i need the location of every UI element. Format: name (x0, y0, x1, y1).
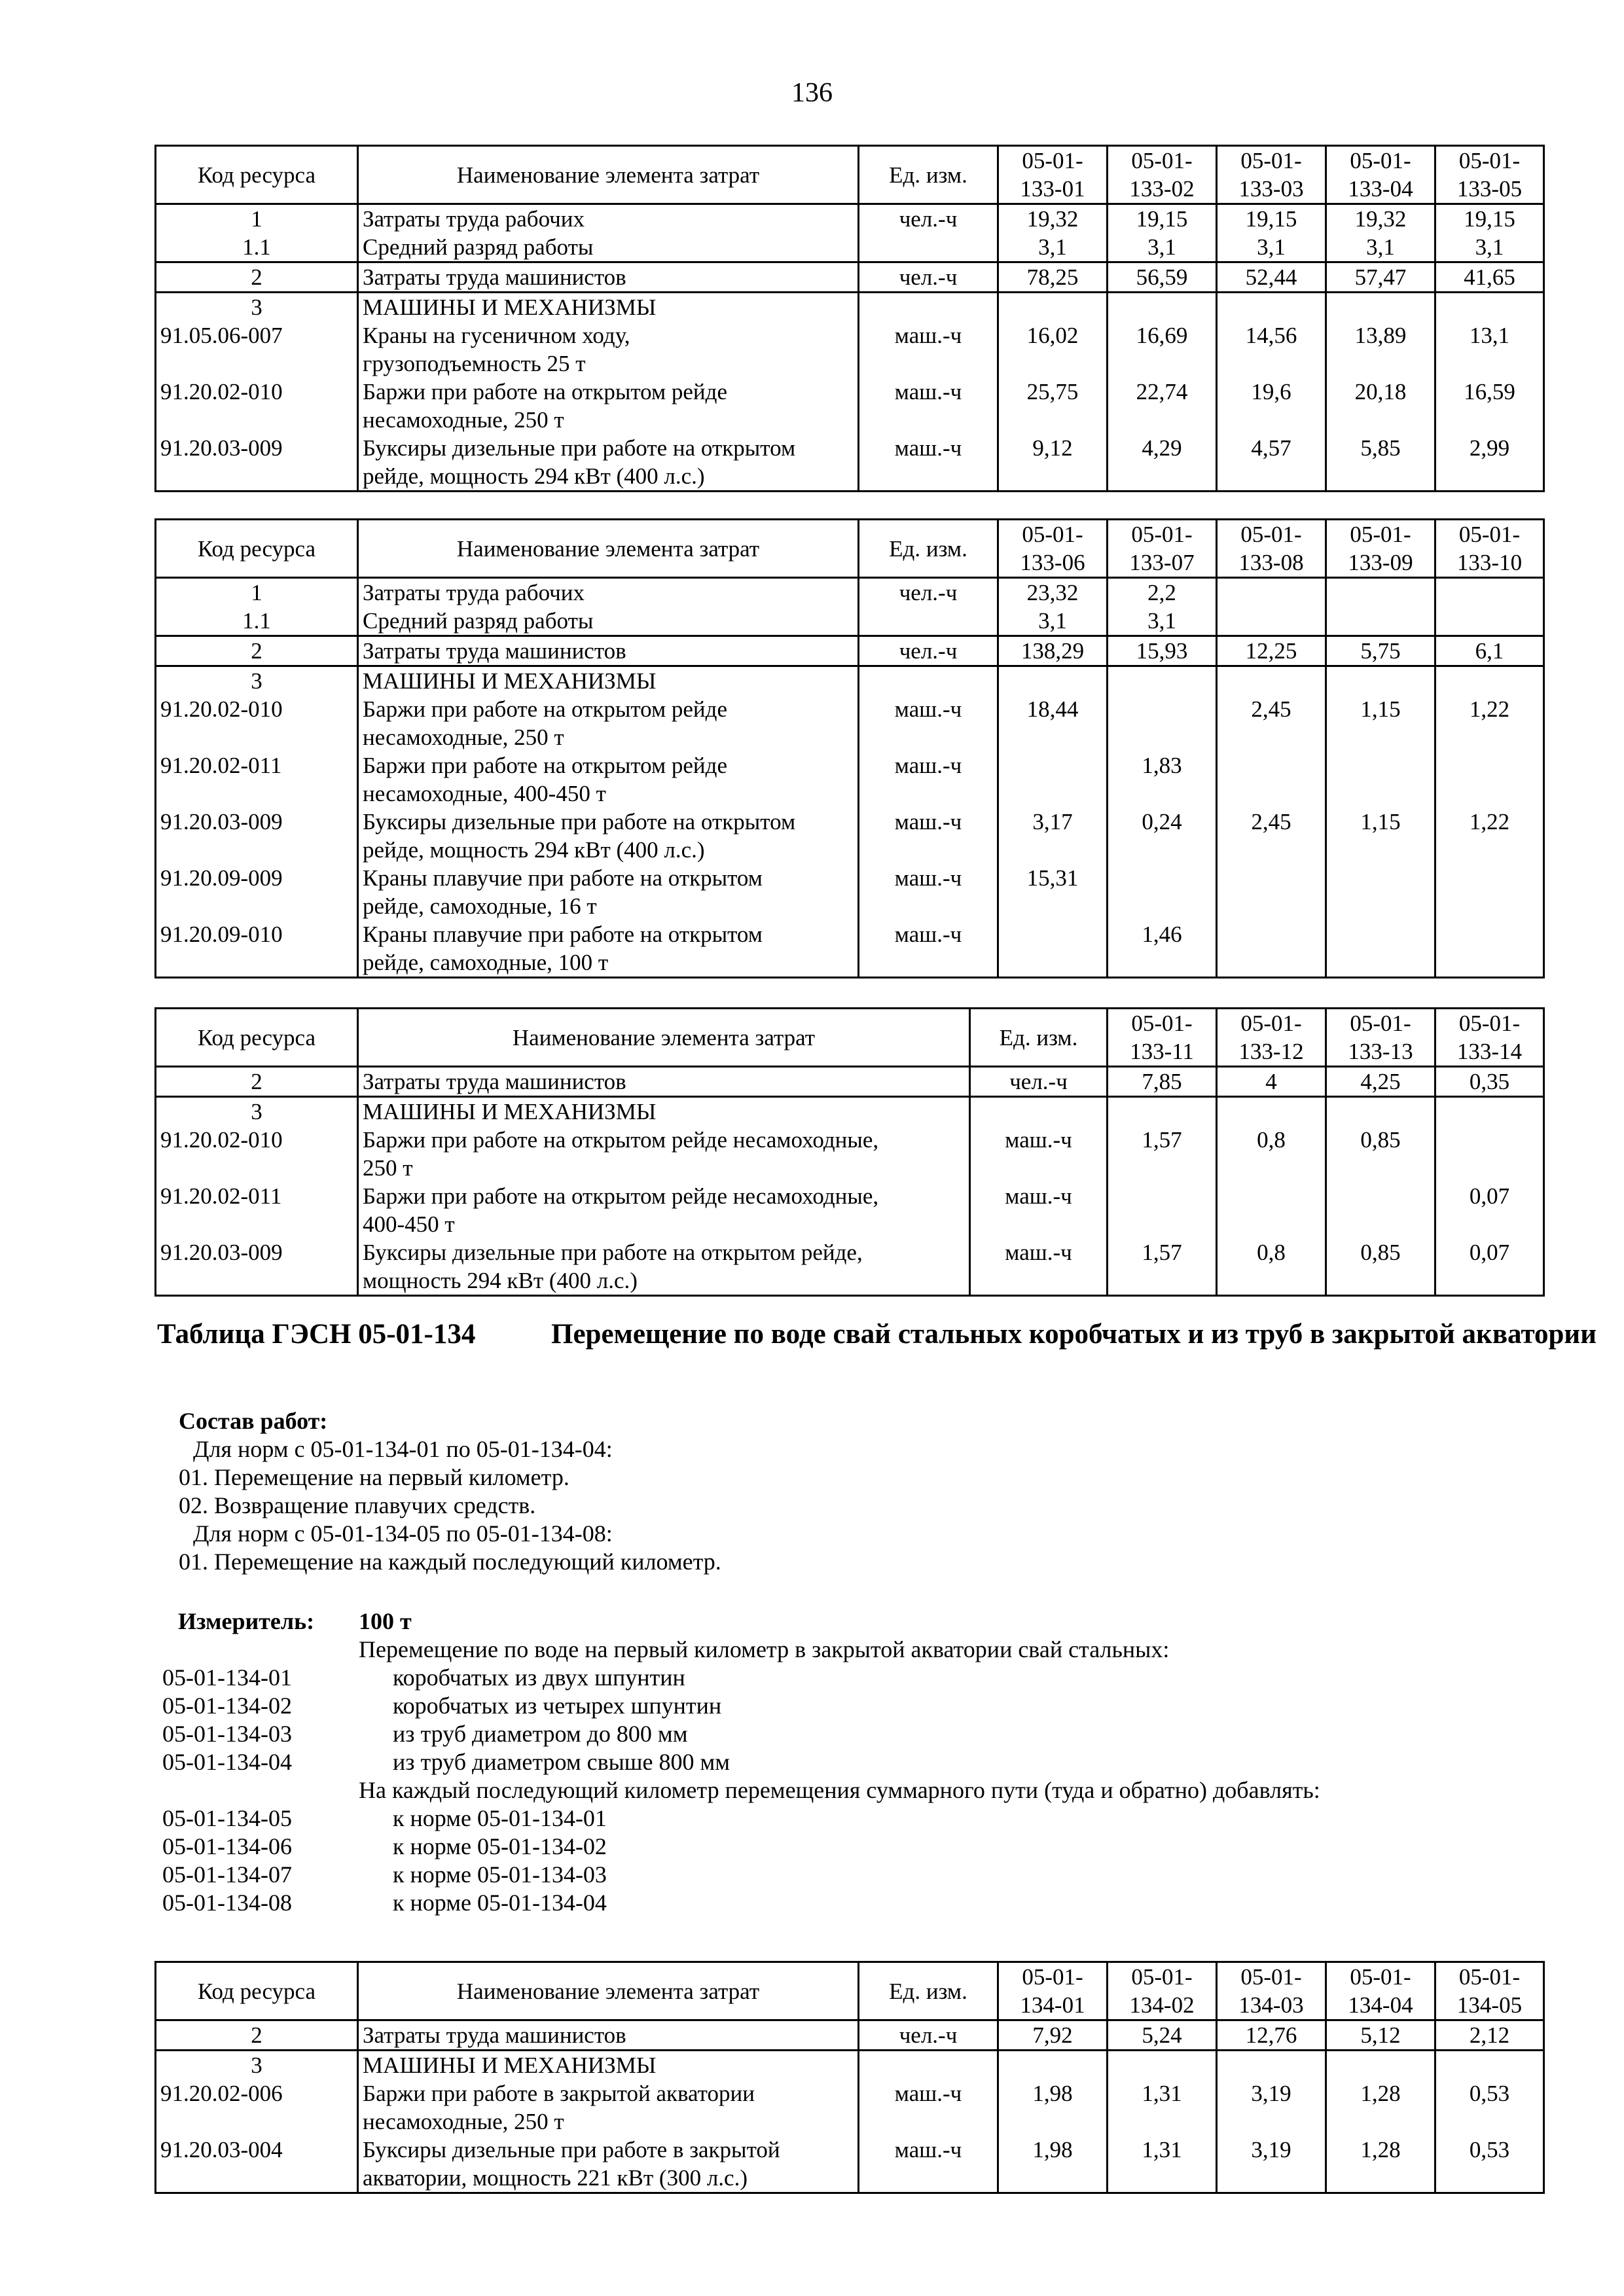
resource-code: 2 (156, 636, 358, 666)
value-cell: 12,76 (1217, 2020, 1326, 2051)
value-cell: 23,32 (998, 578, 1108, 607)
norm-code: 05-01-134-06 (162, 1833, 292, 1859)
measure-intro: На каждый последующий километр перемещения суммарного пути (туда и обратно) добавлять: (359, 1777, 1320, 1803)
value-cell: 19,32 (998, 204, 1108, 234)
value-cell (1108, 864, 1217, 920)
header-unit: Ед. изм. (859, 1962, 998, 2020)
resource-table-133-06-10 (154, 518, 1545, 978)
unit: чел.-ч (859, 204, 998, 234)
resource-code: 1.1 (156, 607, 358, 636)
norm-code: 05-01-134-04 (162, 1749, 292, 1775)
value-cell: 2,12 (1435, 2020, 1544, 2051)
table-name: Перемещение по воде свай стальных коробчатых и из труб в закрытой акватории (551, 1319, 1597, 1350)
cost-element-name: Краны плавучие при работе на открытом рейде, самоходные, 100 т (358, 920, 859, 978)
value-cell: 19,15 (1217, 204, 1326, 234)
section-heading: МАШИНЫ И МЕХАНИЗМЫ (358, 1097, 970, 1126)
header-code: Код ресурса (156, 1962, 358, 2020)
header-norm: 05-01- 134-03 (1217, 1962, 1326, 2020)
measure-intro: Перемещение по воде на первый километр в закрытой акватории свай стальных: (359, 1636, 1170, 1662)
composition-line: 02. Возвращение плавучих средств. (179, 1492, 536, 1518)
header-code: Код ресурса (156, 520, 358, 578)
value-cell: 138,29 (998, 636, 1108, 666)
norm-text: из труб диаметром свыше 800 мм (393, 1749, 731, 1775)
value-cell (1326, 578, 1435, 607)
value-cell: 0,24 (1108, 808, 1217, 864)
cost-element-name: Затраты труда машинистов (358, 2020, 859, 2051)
value-cell: 1,31 (1108, 2136, 1217, 2193)
value-cell: 4 (1217, 1067, 1326, 1097)
cost-element-name: Баржи при работе на открытом рейде несамоходные, 250 т (358, 1126, 970, 1182)
value-cell: 16,59 (1435, 378, 1544, 434)
list-item (154, 1804, 1562, 1833)
norm-text: из труб диаметром до 800 мм (393, 1721, 688, 1747)
norm-code: 05-01-134-01 (162, 1664, 292, 1691)
value-cell: 15,31 (998, 864, 1108, 920)
table-row (156, 636, 1544, 666)
resource-code: 91.20.03-009 (156, 808, 358, 864)
unit: маш.-ч (970, 1126, 1108, 1182)
header-code: Код ресурса (156, 146, 358, 204)
cost-element-name: Затраты труда рабочих (358, 578, 859, 607)
resource-code: 91.05.06-007 (156, 321, 358, 378)
header-norm: 05-01- 133-04 (1326, 146, 1435, 204)
resource-code: 91.20.09-010 (156, 920, 358, 978)
value-cell (1435, 751, 1544, 808)
resource-code: 91.20.03-009 (156, 1238, 358, 1296)
cost-element-name: Средний разряд работы (358, 233, 859, 262)
resource-code: 91.20.03-004 (156, 2136, 358, 2193)
table-row (156, 808, 1544, 864)
unit: маш.-ч (859, 434, 998, 492)
table-row (156, 1097, 1544, 1126)
unit: чел.-ч (859, 636, 998, 666)
value-cell: 13,1 (1435, 321, 1544, 378)
value-cell: 0,53 (1435, 2136, 1544, 2193)
value-cell: 78,25 (998, 262, 1108, 293)
unit: маш.-ч (859, 321, 998, 378)
table-row (156, 607, 1544, 636)
value-cell: 13,89 (1326, 321, 1435, 378)
value-cell (1108, 1182, 1217, 1238)
unit: чел.-ч (970, 1067, 1108, 1097)
value-cell: 1,28 (1326, 2079, 1435, 2136)
value-cell: 16,02 (998, 321, 1108, 378)
value-cell: 16,69 (1108, 321, 1217, 378)
cost-element-name: Средний разряд работы (358, 607, 859, 636)
unit: чел.-ч (859, 262, 998, 293)
value-cell: 3,19 (1217, 2136, 1326, 2193)
value-cell: 1,57 (1108, 1126, 1217, 1182)
value-cell (1217, 751, 1326, 808)
unit (859, 233, 998, 262)
value-cell: 5,24 (1108, 2020, 1217, 2051)
value-cell: 1,98 (998, 2079, 1108, 2136)
norm-code: 05-01-134-08 (162, 1890, 292, 1916)
value-cell: 57,47 (1326, 262, 1435, 293)
header-norm: 05-01- 133-09 (1326, 520, 1435, 578)
value-cell: 19,15 (1108, 204, 1217, 234)
value-cell: 3,1 (998, 607, 1108, 636)
value-cell (1217, 607, 1326, 636)
value-cell (1217, 920, 1326, 978)
unit: маш.-ч (859, 378, 998, 434)
value-cell: 3,1 (1108, 607, 1217, 636)
value-cell: 56,59 (1108, 262, 1217, 293)
value-cell: 19,32 (1326, 204, 1435, 234)
unit: маш.-ч (859, 695, 998, 751)
cost-element-name: Баржи при работе на открытом рейде несамоходные, 400-450 т (358, 751, 859, 808)
value-cell: 1,28 (1326, 2136, 1435, 2193)
cost-element-name: Буксиры дизельные при работе на открытом рейде, мощность 294 кВт (400 л.с.) (358, 1238, 970, 1296)
work-composition (179, 1407, 721, 1576)
value-cell: 1,57 (1108, 1238, 1217, 1296)
table-row (156, 2136, 1544, 2193)
value-cell: 1,31 (1108, 2079, 1217, 2136)
header-norm: 05-01- 133-06 (998, 520, 1108, 578)
cost-element-name: Затраты труда машинистов (358, 1067, 970, 1097)
value-cell: 22,74 (1108, 378, 1217, 434)
resource-code: 3 (156, 293, 358, 322)
header-unit: Ед. изм. (859, 520, 998, 578)
table-row (156, 293, 1544, 322)
value-cell: 1,22 (1435, 808, 1544, 864)
unit: чел.-ч (859, 578, 998, 607)
value-cell: 9,12 (998, 434, 1108, 492)
value-cell (1435, 1126, 1544, 1182)
header-norm: 05-01- 133-07 (1108, 520, 1217, 578)
header-name: Наименование элемента затрат (358, 146, 859, 204)
value-cell: 19,15 (1435, 204, 1544, 234)
norm-code: 05-01-134-03 (162, 1721, 292, 1747)
value-cell: 18,44 (998, 695, 1108, 751)
composition-line: Для норм с 05-01-134-01 по 05-01-134-04: (193, 1436, 613, 1462)
resource-code: 3 (156, 2051, 358, 2080)
value-cell (1326, 751, 1435, 808)
cost-element-name: Буксиры дизельные при работе на открытом рейде, мощность 294 кВт (400 л.с.) (358, 808, 859, 864)
resource-code: 1.1 (156, 233, 358, 262)
value-cell (1326, 607, 1435, 636)
cost-element-name: Краны на гусеничном ходу, грузоподъемность 25 т (358, 321, 859, 378)
value-cell: 1,22 (1435, 695, 1544, 751)
unit: маш.-ч (859, 864, 998, 920)
value-cell: 52,44 (1217, 262, 1326, 293)
value-cell (998, 920, 1108, 978)
value-cell: 3,1 (1217, 233, 1326, 262)
header-norm: 05-01- 133-01 (998, 146, 1108, 204)
header-norm: 05-01- 134-05 (1435, 1962, 1544, 2020)
value-cell: 7,92 (998, 2020, 1108, 2051)
cost-element-name: Баржи при работе на открытом рейде несамоходные, 400-450 т (358, 1182, 970, 1238)
value-cell: 3,1 (998, 233, 1108, 262)
value-cell: 20,18 (1326, 378, 1435, 434)
header-norm: 05-01- 133-12 (1217, 1009, 1326, 1067)
cost-element-name: Затраты труда машинистов (358, 636, 859, 666)
header-unit: Ед. изм. (859, 146, 998, 204)
value-cell: 1,83 (1108, 751, 1217, 808)
resource-code: 1 (156, 578, 358, 607)
table-row (156, 751, 1544, 808)
norm-text: коробчатых из четырех шпунтин (393, 1693, 722, 1719)
table-row (156, 204, 1544, 234)
value-cell: 0,8 (1217, 1238, 1326, 1296)
table-row (156, 864, 1544, 920)
resource-code: 91.20.02-006 (156, 2079, 358, 2136)
measure-value: 100 т (359, 1608, 412, 1634)
header-norm: 05-01- 134-02 (1108, 1962, 1217, 2020)
norm-code: 05-01-134-07 (162, 1861, 292, 1888)
norm-text: к норме 05-01-134-01 (393, 1805, 607, 1831)
value-cell: 1,15 (1326, 808, 1435, 864)
table-row (156, 2020, 1544, 2051)
norm-code: 05-01-134-02 (162, 1693, 292, 1719)
value-cell: 5,12 (1326, 2020, 1435, 2051)
header-norm: 05-01- 133-10 (1435, 520, 1544, 578)
table-row (156, 666, 1544, 696)
table-row (156, 920, 1544, 978)
resource-code: 2 (156, 262, 358, 293)
composition-line: 01. Перемещение на первый километр. (179, 1464, 569, 1490)
value-cell: 12,25 (1217, 636, 1326, 666)
header-norm: 05-01- 133-02 (1108, 146, 1217, 204)
table-row (156, 321, 1544, 378)
header-unit: Ед. изм. (970, 1009, 1108, 1067)
unit: маш.-ч (859, 2079, 998, 2136)
unit: маш.-ч (859, 751, 998, 808)
resource-code: 2 (156, 1067, 358, 1097)
value-cell (1326, 1182, 1435, 1238)
value-cell: 1,98 (998, 2136, 1108, 2193)
header-name: Наименование элемента затрат (358, 1009, 970, 1067)
resource-table-133-01-05 (154, 145, 1545, 492)
unit: маш.-ч (859, 920, 998, 978)
resource-code: 91.20.02-010 (156, 1126, 358, 1182)
norm-code: 05-01-134-05 (162, 1805, 292, 1831)
value-cell (998, 751, 1108, 808)
unit: чел.-ч (859, 2020, 998, 2051)
unit (859, 607, 998, 636)
table-row (156, 1238, 1544, 1296)
header-norm: 05-01- 134-04 (1326, 1962, 1435, 2020)
unit: маш.-ч (970, 1238, 1108, 1296)
header-name: Наименование элемента затрат (358, 1962, 859, 2020)
value-cell: 15,93 (1108, 636, 1217, 666)
unit: маш.-ч (859, 2136, 998, 2193)
resource-code: 2 (156, 2020, 358, 2051)
value-cell: 0,35 (1435, 1067, 1544, 1097)
value-cell (1435, 578, 1544, 607)
cost-element-name: Затраты труда машинистов (358, 262, 859, 293)
value-cell: 2,45 (1217, 695, 1326, 751)
unit: маш.-ч (970, 1182, 1108, 1238)
header-norm: 05-01- 133-13 (1326, 1009, 1435, 1067)
value-cell: 14,56 (1217, 321, 1326, 378)
list-item (154, 1889, 1562, 1917)
resource-code: 91.20.09-009 (156, 864, 358, 920)
resource-code: 3 (156, 1097, 358, 1126)
table-row (156, 434, 1544, 492)
value-cell: 5,85 (1326, 434, 1435, 492)
list-item (154, 1692, 1562, 1720)
value-cell: 0,53 (1435, 2079, 1544, 2136)
cost-element-name: Краны плавучие при работе на открытом рейде, самоходные, 16 т (358, 864, 859, 920)
value-cell: 2,99 (1435, 434, 1544, 492)
resource-code: 1 (156, 204, 358, 234)
composition-line: 01. Перемещение на каждый последующий километр. (179, 1549, 721, 1575)
resource-table-134-01-05 (154, 1961, 1545, 2194)
table-row (156, 2051, 1544, 2080)
value-cell (1326, 920, 1435, 978)
header-norm: 05-01- 133-11 (1108, 1009, 1217, 1067)
value-cell: 3,19 (1217, 2079, 1326, 2136)
list-item (154, 1720, 1562, 1748)
table-row (156, 578, 1544, 607)
header-norm: 05-01- 133-05 (1435, 146, 1544, 204)
resource-code: 91.20.02-010 (156, 378, 358, 434)
table-row (156, 233, 1544, 262)
header-norm: 05-01- 133-14 (1435, 1009, 1544, 1067)
cost-element-name: Баржи при работе на открытом рейде несамоходные, 250 т (358, 695, 859, 751)
value-cell (1435, 920, 1544, 978)
table-number: Таблица ГЭСН 05-01-134 (157, 1319, 476, 1350)
value-cell: 0,07 (1435, 1182, 1544, 1238)
list-item (154, 1833, 1562, 1861)
norm-text: коробчатых из двух шпунтин (393, 1664, 685, 1691)
measure-label: Измеритель: (178, 1608, 315, 1634)
table-row (156, 262, 1544, 293)
value-cell: 3,1 (1108, 233, 1217, 262)
list-item (154, 1664, 1562, 1692)
value-cell (1217, 864, 1326, 920)
value-cell: 0,85 (1326, 1238, 1435, 1296)
cost-element-name: Буксиры дизельные при работе в закрытой акватории, мощность 221 кВт (300 л.с.) (358, 2136, 859, 2193)
value-cell: 3,1 (1435, 233, 1544, 262)
value-cell: 3,17 (998, 808, 1108, 864)
header-norm: 05-01- 133-08 (1217, 520, 1326, 578)
value-cell: 4,57 (1217, 434, 1326, 492)
value-cell: 4,29 (1108, 434, 1217, 492)
value-cell: 6,1 (1435, 636, 1544, 666)
unit: маш.-ч (859, 808, 998, 864)
value-cell (1435, 864, 1544, 920)
table-row (156, 1067, 1544, 1097)
resource-table-133-11-14 (154, 1007, 1545, 1297)
value-cell (1108, 695, 1217, 751)
norm-text: к норме 05-01-134-04 (393, 1890, 607, 1916)
header-name: Наименование элемента затрат (358, 520, 859, 578)
section-heading: МАШИНЫ И МЕХАНИЗМЫ (358, 666, 859, 696)
value-cell: 1,46 (1108, 920, 1217, 978)
header-norm: 05-01- 134-01 (998, 1962, 1108, 2020)
header-norm: 05-01- 133-03 (1217, 146, 1326, 204)
table-row (156, 1182, 1544, 1238)
cost-element-name: Затраты труда рабочих (358, 204, 859, 234)
cost-element-name: Баржи при работе на открытом рейде несамоходные, 250 т (358, 378, 859, 434)
value-cell: 19,6 (1217, 378, 1326, 434)
value-cell (1435, 607, 1544, 636)
composition-heading: Состав работ: (179, 1408, 328, 1434)
section-heading: МАШИНЫ И МЕХАНИЗМЫ (358, 2051, 859, 2080)
value-cell: 5,75 (1326, 636, 1435, 666)
value-cell: 2,2 (1108, 578, 1217, 607)
value-cell: 0,85 (1326, 1126, 1435, 1182)
value-cell (1326, 864, 1435, 920)
norm-text: к норме 05-01-134-02 (393, 1833, 607, 1859)
resource-code: 91.20.02-011 (156, 1182, 358, 1238)
value-cell: 4,25 (1326, 1067, 1435, 1097)
value-cell: 1,15 (1326, 695, 1435, 751)
header-code: Код ресурса (156, 1009, 358, 1067)
value-cell: 0,07 (1435, 1238, 1544, 1296)
table-row (156, 695, 1544, 751)
resource-code: 91.20.02-010 (156, 695, 358, 751)
list-item (154, 1861, 1562, 1889)
value-cell: 2,45 (1217, 808, 1326, 864)
table-row (156, 2079, 1544, 2136)
measure-block (154, 1607, 1562, 1917)
table-row (156, 378, 1544, 434)
section-heading: МАШИНЫ И МЕХАНИЗМЫ (358, 293, 859, 322)
list-item (154, 1748, 1562, 1776)
table-row (156, 1126, 1544, 1182)
resource-code: 91.20.03-009 (156, 434, 358, 492)
composition-line: Для норм с 05-01-134-05 по 05-01-134-08: (193, 1520, 613, 1547)
value-cell: 41,65 (1435, 262, 1544, 293)
value-cell (1217, 1182, 1326, 1238)
value-cell: 7,85 (1108, 1067, 1217, 1097)
page-number: 136 (791, 78, 833, 108)
value-cell (1217, 578, 1326, 607)
value-cell: 25,75 (998, 378, 1108, 434)
value-cell: 3,1 (1326, 233, 1435, 262)
cost-element-name: Буксиры дизельные при работе на открытом рейде, мощность 294 кВт (400 л.с.) (358, 434, 859, 492)
cost-element-name: Баржи при работе в закрытой акватории несамоходные, 250 т (358, 2079, 859, 2136)
resource-code: 3 (156, 666, 358, 696)
resource-code: 91.20.02-011 (156, 751, 358, 808)
norm-text: к норме 05-01-134-03 (393, 1861, 607, 1888)
value-cell: 0,8 (1217, 1126, 1326, 1182)
